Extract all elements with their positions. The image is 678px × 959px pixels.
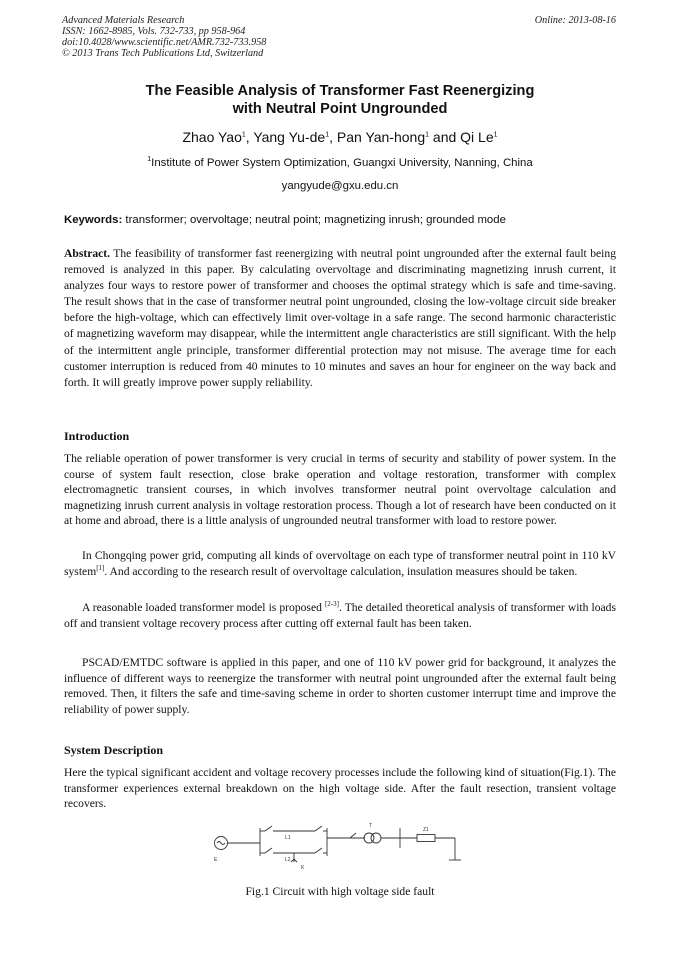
breaker-switch-icon [315,826,322,831]
line1-label: L1 [285,835,291,841]
abstract [64,246,616,391]
paragraph-text: . The detailed theoretical analysis of transformer with loads off and transient voltage recovery process after cutting off external fault has been taken. [64,601,616,630]
keywords-text: transformer; overvoltage; neutral point; magnetizing inrush; grounded mode [125,214,506,226]
transformer-label: T [369,823,373,829]
author-name: Zhao Yao [182,129,242,145]
journal-issn: ISSN: 1662-8985, Vols. 732-733, pp 958-964 [62,26,246,37]
affiliation-text: Institute of Power System Optimization, Guangxi University, Nanning, China [151,157,533,169]
author-separator: and [429,129,461,145]
paragraph-text: . And according to the research result of overvoltage calculation, insulation measures should be taken. [104,564,578,578]
circuit-diagram [205,818,475,878]
introduction-heading: Introduction [64,429,130,443]
abstract-label: Abstract. [64,247,111,260]
affiliation-mark: 1 [147,156,152,164]
figure-caption: Fig.1 Circuit with high voltage side fault [245,885,435,898]
author-email[interactable]: yangyude@gxu.edu.cn [281,180,399,192]
system-description-heading: System Description [64,743,163,757]
journal-doi[interactable]: doi:10.4028/www.scientific.net/AMR.732-733.958 [62,37,267,48]
system-description-paragraph: Here the typical significant accident and voltage recovery processes include the following kind of situation(Fig.1). The transformer experiences external breakdown on the high voltage side. After the fault resection, transient voltage recovers. [64,766,616,811]
title-line-2: with Neutral Point Ungrounded [232,101,448,117]
introduction-paragraph-1: The reliable operation of power transformer is very crucial in terms of security and stability of power system. In the course of system fault resection, close brake operation and voltage restoration, transformer with complex electromagnetic transient courses, in which involves transformer neutral point overvoltage calculation and magnetizing inrush current analysis in voltage restoration process. Though a lot of research have been conducted on it at home and abroad, there is a little analysis of ungrounded neutral transformer with load to restore power. [64,452,616,528]
online-date: Online: 2013-08-16 [534,15,616,26]
paragraph-text: A reasonable loaded transformer model is proposed [82,601,325,614]
introduction-paragraph-3 [64,600,616,631]
load-impedance-icon [417,835,435,842]
journal-copyright: © 2013 Trans Tech Publications Ltd, Switzerland [62,48,264,59]
abstract-text: The feasibility of transformer fast reenergizing with neutral point ungrounded after the external fault being removed is analyzed in this paper. By calculating overvoltage and discriminating magnetizing inrush current, it analyzes four ways to restore power of transformer and chooses the optimal strategy which is safe and time-saving. The result shows that in the case of transformer neutral point ungrounded, closing the low-voltage circuit side breaker before the high-voltage, which can effectively limit over-voltage in a safe range. The second harmonic characteristic of magnetizing waveform may disappear, while the intermittent angle characteristics are still significant. With the help of the intermittent angle principle, transformer differential protection may not misuse. The average time for each customer interruption is reduced from 40 minutes to 10 minutes and saves an hour for engineer on the way back and forth. It will greatly improve power supply reliability. [64,247,616,389]
author-separator: , [245,129,254,145]
breaker-switch-icon [350,833,356,838]
introduction-paragraph-4: PSCAD/EMTDC software is applied in this paper, and one of 110 kV power grid for background, it analyzes the influence of different ways to reenergize the transformer with neutral point ungrounded after the external fault being removed. Then, it filters the safe and time-saving scheme in order to shorten customer interrupt time and improve the reliability of power supply. [64,656,616,716]
author-name: Pan Yan-hong [336,129,426,145]
author-affiliation-mark: 1 [493,131,498,139]
fault-label: K [301,865,305,871]
introduction-paragraph-2 [64,548,616,579]
title-line-1: The Feasible Analysis of Transformer Fast Reenergizing [145,83,535,99]
author-affiliation-mark: 1 [425,131,430,139]
breaker-switch-icon [265,826,272,831]
author-name: Qi Le [460,129,494,145]
load-label: Z1 [423,827,429,833]
citation-ref[interactable]: [1] [96,563,105,572]
author-affiliation-mark: 1 [325,131,330,139]
author-list [64,129,616,145]
journal-header [62,15,618,59]
keywords-label: Keywords: [64,214,123,226]
transformer-winding-icon [371,833,381,843]
author-name: Yang Yu-de [253,129,326,145]
affiliation [64,157,616,169]
keywords [64,214,616,226]
paragraph-text: In Chongqing power grid, computing all kinds of overvoltage on each type of transformer neutral point in 110 kV system [64,549,616,578]
source-label: E [214,857,218,863]
line2-label: L2 [285,857,291,863]
breaker-switch-icon [315,848,322,853]
sine-wave-icon [217,842,225,845]
journal-name: Advanced Materials Research [62,15,185,26]
author-separator: , [329,129,337,145]
citation-ref[interactable]: [2-3] [324,600,339,609]
breaker-switch-icon [265,848,272,853]
paper-title [64,82,616,118]
author-affiliation-mark: 1 [241,131,246,139]
